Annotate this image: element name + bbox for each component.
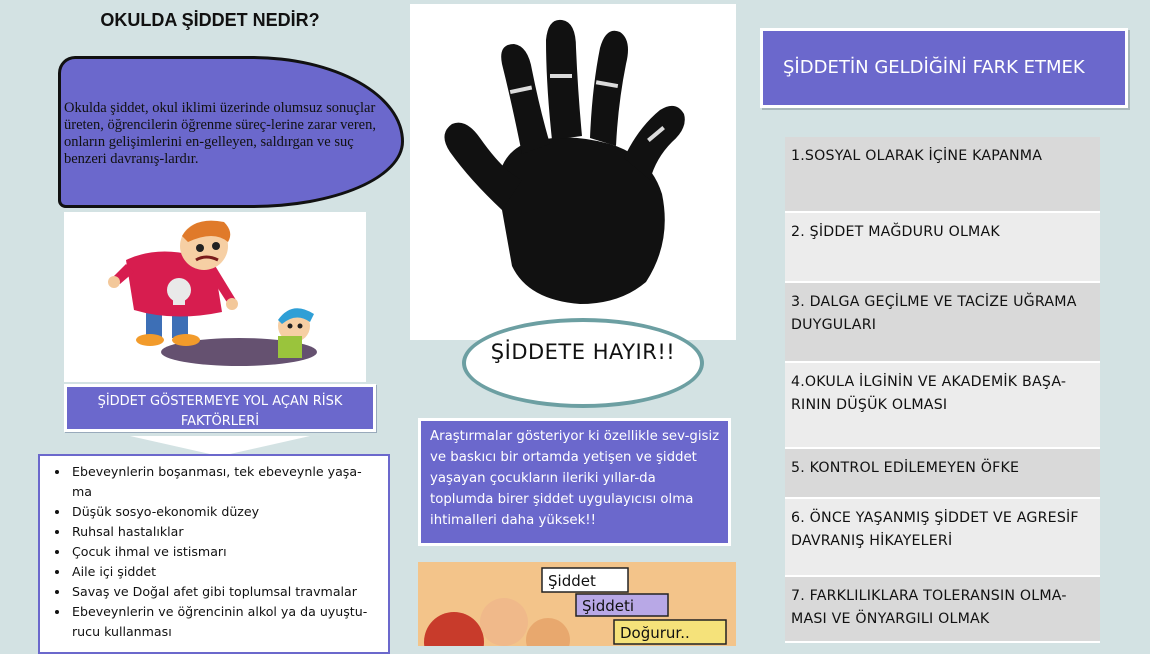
list-item: 7. FARKLILIKLARA TOLERANSIN OLMA-MASI VE ÖNYARGILI OLMAK [785,577,1100,643]
definition-text: Okulda şiddet, okul iklimi üzerinde olumsuz sonuçlar üreten, öğrencilerin öğrenme süreç-lerine zarar veren, onların gelişimlerini en-gelleyen, saldırgan ve suç benzeri davranış-lardır. [64,100,376,167]
shouting-cartoon [418,562,736,646]
slogan-text: ŞİDDETE HAYIR!! [490,340,676,364]
list-item: • Düşük sosyo-ekonomik düzey [70,502,380,522]
list-item: 3. DALGA GEÇİLME VE TACİZE UĞRAMA DUYGULARI [785,283,1100,363]
list-item: • Ebeveynlerin ve öğrencinin alkol ya da uyuştu-rucu kullanması [70,602,380,642]
list-item: 5. KONTROL EDİLEMEYEN ÖFKE [785,449,1100,499]
cartoon-word: Şiddet [548,572,596,590]
list-item: • Savaş ve Doğal afet gibi toplumsal travmalar [70,582,380,602]
warning-signs-title: ŞİDDETİN GELDİĞİNİ FARK ETMEK [760,28,1128,108]
list-item: 6. ÖNCE YAŞANMIŞ ŞİDDET VE AGRESİF DAVRANIŞ HİKAYELERİ [785,499,1100,577]
list-item: 4.OKULA İLGİNİN VE AKADEMİK BAŞA-RININ DÜŞÜK OLMASI [785,363,1100,449]
list-item: 2. ŞİDDET MAĞDURU OLMAK [785,213,1100,283]
list-item: • Ebeveynlerin boşanması, tek ebeveynle yaşa-ma [70,462,380,502]
list-item: • Aile içi şiddet [70,562,380,582]
risk-factors-title: ŞİDDET GÖSTERMEYE YOL AÇAN RİSK FAKTÖRLERİ [64,384,376,432]
bully-illustration [64,212,366,382]
risk-factors-list [38,454,390,654]
list-item: • Ruhsal hastalıklar [70,522,380,542]
cartoon-word: Şiddeti [582,597,635,615]
list-item: • Çocuk ihmal ve istismarı [70,542,380,562]
section-title-what-is-violence: OKULDA ŞİDDET NEDİR? [100,10,320,30]
list-item: 1.SOSYAL OLARAK İÇİNE KAPANMA [785,137,1100,213]
cartoon-word: Doğurur.. [620,624,690,642]
warning-signs-list [785,137,1100,643]
down-arrow-icon [130,436,310,454]
handprint-image [410,4,736,340]
research-note: Araştırmalar gösteriyor ki özellikle sev-gisiz ve baskıcı bir ortamda yetişen ve şiddet yaşayan çocukların ileriki yıllar-da toplumda birer şiddet uygulayıcısı olma ihtimalleri daha yüksek!! [418,418,731,546]
